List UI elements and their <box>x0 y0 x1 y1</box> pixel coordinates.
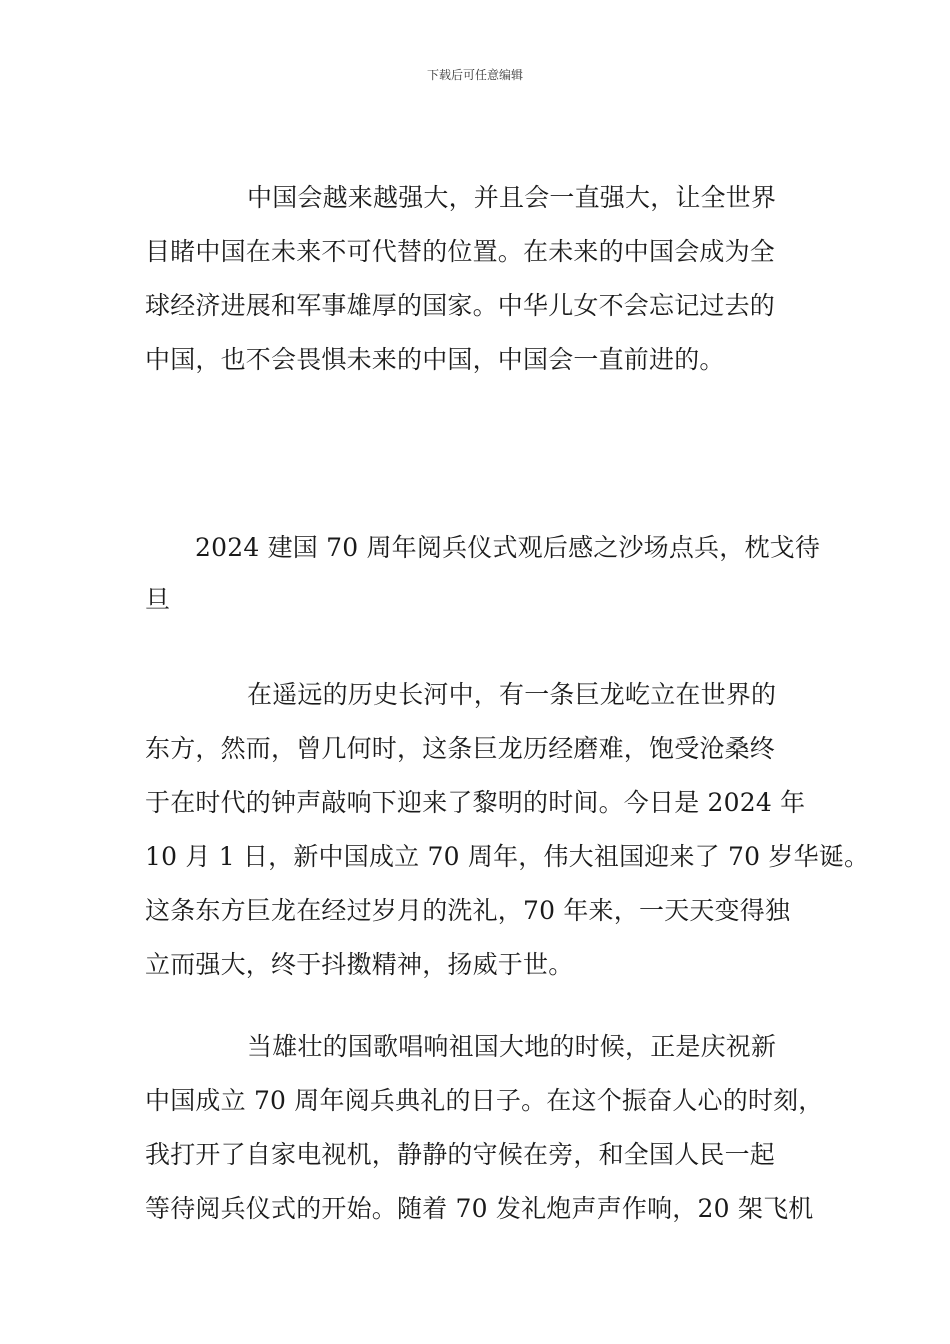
text-line: 这条东方巨龙在经过岁月的洗礼，70 年来，一天天变得独 <box>145 896 791 925</box>
article-title <box>145 522 821 626</box>
text-line: 10 月 1 日，新中国成立 70 周年，伟大祖国迎来了 70 岁华诞。 <box>145 842 870 871</box>
text-line: 等待阅兵仪式的开始。随着 70 发礼炮声声作响，20 架飞机 <box>145 1194 814 1223</box>
text-line: 球经济进展和军事雄厚的国家。中华儿女不会忘记过去的 <box>145 291 776 320</box>
text-line: 中国会越来越强大，并且会一直强大，让全世界 <box>247 183 777 212</box>
text-line: 当雄壮的国歌唱响祖国大地的时候，正是庆祝新 <box>247 1032 777 1061</box>
paragraph-3 <box>145 1020 824 1236</box>
paragraph-1 <box>145 171 810 387</box>
paragraph-2 <box>145 668 870 992</box>
text-line: 东方，然而，曾几何时，这条巨龙历经磨难，饱受沧桑终 <box>145 734 776 763</box>
text-line: 立而强大，终于抖擞精神，扬威于世。 <box>145 950 574 979</box>
text-line: 中国成立 70 周年阅兵典礼的日子。在这个振奋人心的时刻， <box>145 1086 824 1115</box>
title-line: 2024 建国 70 周年阅兵仪式观后感之沙场点兵，枕戈待 <box>195 533 821 562</box>
text-line: 我打开了自家电视机，静静的守候在旁，和全国人民一起 <box>145 1140 776 1169</box>
text-line: 目睹中国在未来不可代替的位置。在未来的中国会成为全 <box>145 237 776 266</box>
title-line: 旦 <box>145 585 171 614</box>
text-line: 中国，也不会畏惧未来的中国，中国会一直前进的。 <box>145 345 725 374</box>
text-line: 在遥远的历史长河中，有一条巨龙屹立在世界的 <box>247 680 777 709</box>
page-header: 下载后可任意编辑 <box>426 68 523 82</box>
text-line: 于在时代的钟声敲响下迎来了黎明的时间。今日是 2024 年 <box>145 788 806 817</box>
